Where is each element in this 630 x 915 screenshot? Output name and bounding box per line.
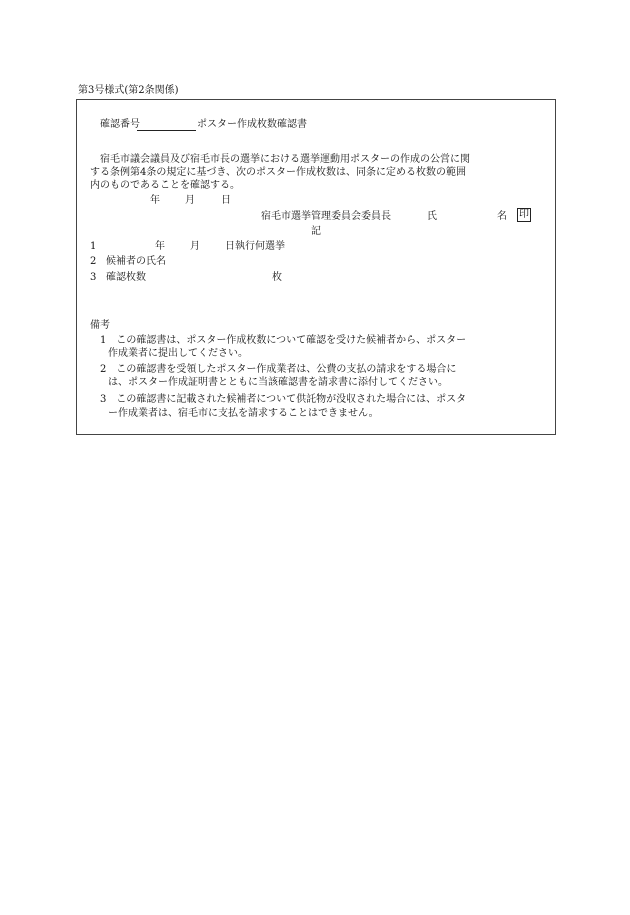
note-line-5: 3 この確認書に記載された候補者について供託物が没収された場合には、ポスタ [100,394,467,405]
item-2-number: 2 [90,256,97,267]
note-line-3: 2 この確認書を受領したポスター作成業者は、公費の支払の請求をする場合に [100,364,457,375]
note-line-6: ー作成業者は、宿毛市に支払を請求することはできません。 [108,408,379,419]
date-day: 日 [221,195,231,206]
note-line-4: は、ポスター作成証明書とともに当該確認書を請求書に添付してください。 [108,377,448,388]
item-1-year: 年 [155,241,165,252]
item-1-month: 月 [190,241,200,252]
date-month: 月 [185,195,195,206]
ki-label: 記 [311,226,321,237]
item-1-number: 1 [90,241,97,252]
confirmation-number-label: 確認番号 [100,119,140,130]
item-3-number: 3 [90,272,97,283]
seal-box: 印 [519,209,529,220]
item-3-label: 確認枚数 [106,272,146,283]
signer-mei: 名 [497,211,507,222]
date-year: 年 [150,195,160,206]
confirmation-number-underline [137,130,196,131]
notes-heading: 備考 [90,320,110,331]
body-line-2: する条例第4条の規定に基づき、次のポスター作成枚数は、同条に定める枚数の範囲 [90,167,466,178]
item-2-label: 候補者の氏名 [106,256,166,267]
body-line-1: 宿毛市議会議員及び宿毛市長の選挙における選挙運動用ポスターの作成の公営に関 [100,154,470,165]
note-line-2: 作成業者に提出してください。 [108,348,248,359]
item-1-label: 日執行何選挙 [225,241,285,252]
note-line-1: 1 この確認書は、ポスター作成枚数について確認を受けた候補者から、ポスター [100,335,467,346]
document-title: ポスター作成枚数確認書 [197,119,307,130]
item-3-unit: 枚 [272,272,282,283]
form-label: 第3号様式(第2条関係) [78,85,179,96]
signer-title: 宿毛市選挙管理委員会委員長 [261,211,391,222]
signer-shi: 氏 [427,211,437,222]
body-line-3: 内のものであることを確認する。 [90,180,240,191]
